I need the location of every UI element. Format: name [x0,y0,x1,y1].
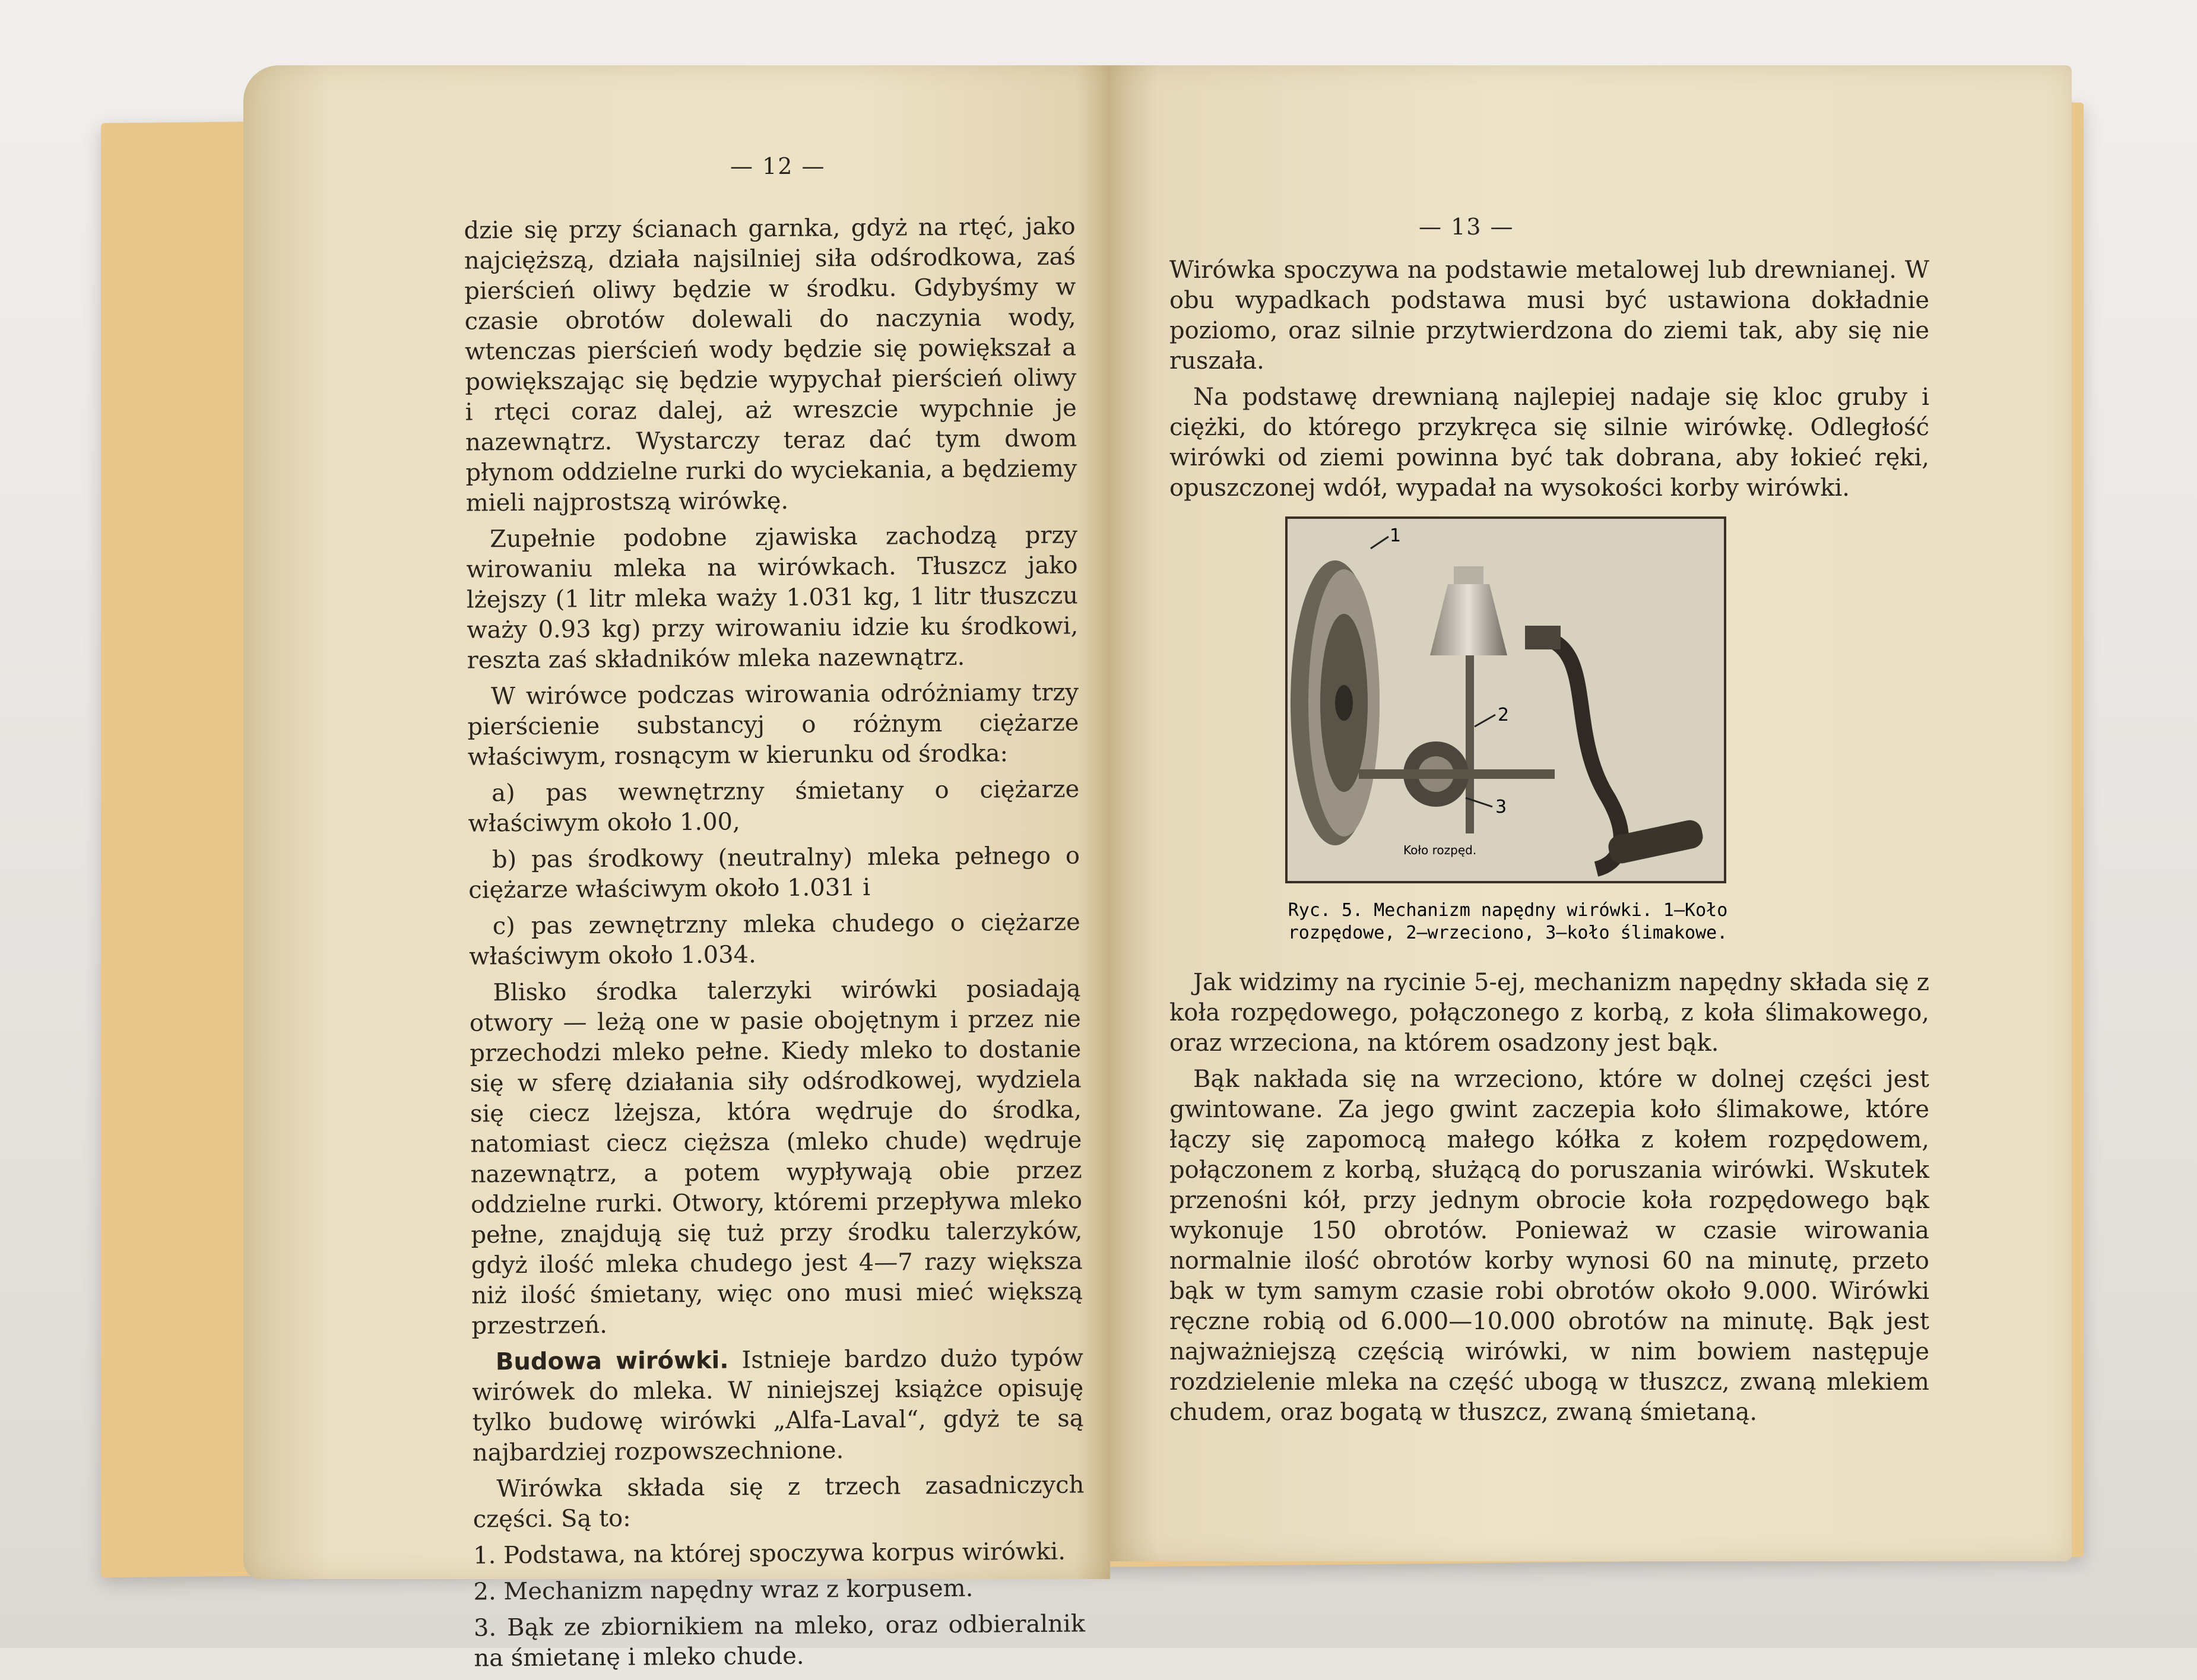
list-item: 1. Podstawa, na której spoczywa korpus wirówki. [473,1538,1066,1570]
figure-label-2: 2 [1498,705,1510,725]
paragraph: Bąk nakłada się na wrzeciono, które w dolnej części jest gwintowane. Za jego gwint zaczepia koło ślimakowe, które łączy się zapomocą małego kółka z kołem rozpędowem, połączonem z korbą, służącą do poruszania wirówki. Wskutek przenośni kół, przy jednym obrocie koła rozpędowego bąk wykonuje 150 obrotów. Ponieważ w czasie wirowania normalnie ilość obrotów korby wynosi 60 na minutę, przeto bąk w tym samym czasie robi obrotów około 9.000. Wirówki ręczne robią od 6.000—10.000 obrotów na minutę. Bąk jest najważniejszą częścią wirówki, w nim bowiem następuje rozdzielenie mleka na część ubogą w tłuszcz, zwaną mlekiem chudem, oraz bogatą w tłuszcz, zwaną śmietaną. [1169,1066,1929,1426]
figure-inscription: Koło rozpęd. [1403,843,1477,857]
page-number-right: — 13 — [1419,214,1514,240]
paragraph: Blisko środka talerzyki wirówki posiadają otwory — leżą one w pasie obojętnym i przez nie przechodzi mleko pełne. Kiedy mleko to dostanie się w sferę działania siły odśrodkowej, wydziela się ciecz lżejsza, która wędruje do środka, natomiast ciecz cięższa (mleko chude) wędruje nazewnątrz, a potem wypływają obie przez oddzielne rurki. Otwory, któremi przepływa mleko pełne, znajdują się tuż przy środku talerzyków, gdyż ilość mleka chudego jest 4—7 razy większa niż ilość śmietany, więc ono musi mieć większą przestrzeń. [469,975,1083,1340]
paragraph: b) pas środkowy (neutralny) mleka pełnego o ciężarze właściwym około 1.031 i [468,842,1080,904]
right-page-text-top [1169,255,1929,509]
flywheel [1291,560,1380,845]
list-item: 2. Mechanizm napędny wraz z korpusem. [473,1574,974,1606]
paragraph: dzie się przy ścianach garnka, gdyż na rtęć, jako najcięższą, działa najsilniej siła odśrodkowa, zaś pierścień oliwy będzie w środku. Gdybyśmy w czasie obrotów dolewali do naczynia wody, wtenczas pierścień wody będzie się powiększał a powiększając się będzie wypychał pierścień oliwy i rtęci coraz dalej, aż wreszcie wypchnie je nazewnątrz. Wystarczy teraz dać tym dwom płynom oddzielne rurki do wyciekania, a będziemy mieli najprostszą wirówkę. [464,213,1077,517]
left-page-text [464,211,1085,1679]
figure-caption: Ryc. 5. Mechanizm napędny wirówki. 1—Koło rozpędowe, 2—wrzeciono, 3—koło ślimakowe. [1288,900,1728,943]
paragraph: c) pas zewnętrzny mleka chudego o ciężarze właściwym około 1.034. [468,908,1080,971]
page-number-left: — 12 — [730,153,826,179]
paragraph: Wirówka spoczywa na podstawie metalowej lub drewnianej. W obu wypadkach podstawa musi być ustawiona dokładnie poziomo, oraz silnie przytwierdzona do ziemi tak, aby się nie ruszała. [1169,256,1929,375]
figure-label-1: 1 [1390,525,1402,546]
paragraph: W wirówce podczas wirowania odróżniamy trzy pierścienie substancyj o różnym ciężarze właściwym, rosnącym w kierunku od środka: [467,679,1079,771]
list-item: 3. Bąk ze zbiornikiem na mleko, oraz odbieralnik na śmietanę i mleko chude. [473,1610,1086,1672]
section-text: Istnieje bardzo dużo typów wirówek do mleka. W niniejszej książce opisuję tylko budowę wirówki „Alfa-Laval“, gdyż te są najbardziej rozpowszechnione. [472,1344,1084,1467]
figure-separator-mechanism [1285,516,1726,883]
intro-line: Wirówka składa się z trzech zasadniczych części. Są to: [473,1471,1085,1533]
figure-label-3: 3 [1495,797,1507,817]
section-paragraph [472,1343,1084,1468]
paragraph: Na podstawę drewnianą najlepiej nadaje się kloc gruby i ciężki, do którego przykręca się silnie wirówkę. Odległość wirówki od ziemi powinna być tak dobrana, aby łokieć ręki, opuszczonej wdół, wypadał na wysokości korby wirówki. [1169,383,1929,502]
paragraph: Zupełnie podobne zjawiska zachodzą przy wirowaniu mleka na wirówkach. Tłuszcz jako lżejszy (1 litr mleka waży 1.031 kg, 1 litr tłuszczu waży 0.93 kg) przy wirowaniu idzie ku środkowi, reszta zaś składników mleka nazewnątrz. [466,521,1079,674]
left-page [243,65,1110,1672]
paragraph: a) pas wewnętrzny śmietany o ciężarze właściwym około 1.00, [468,775,1080,838]
separator-drawing [1288,519,1724,881]
paragraph: Jak widzimy na rycinie 5-ej, mechanizm napędny składa się z koła rozpędowego, połączonego z korbą, z koła ślimakowego, oraz wrzeciona, na którem osadzony jest bąk. [1169,969,1929,1057]
right-page-text-bottom [1169,968,1929,1434]
section-heading: Budowa wirówki. [495,1346,729,1376]
parts-list [473,1536,1086,1673]
